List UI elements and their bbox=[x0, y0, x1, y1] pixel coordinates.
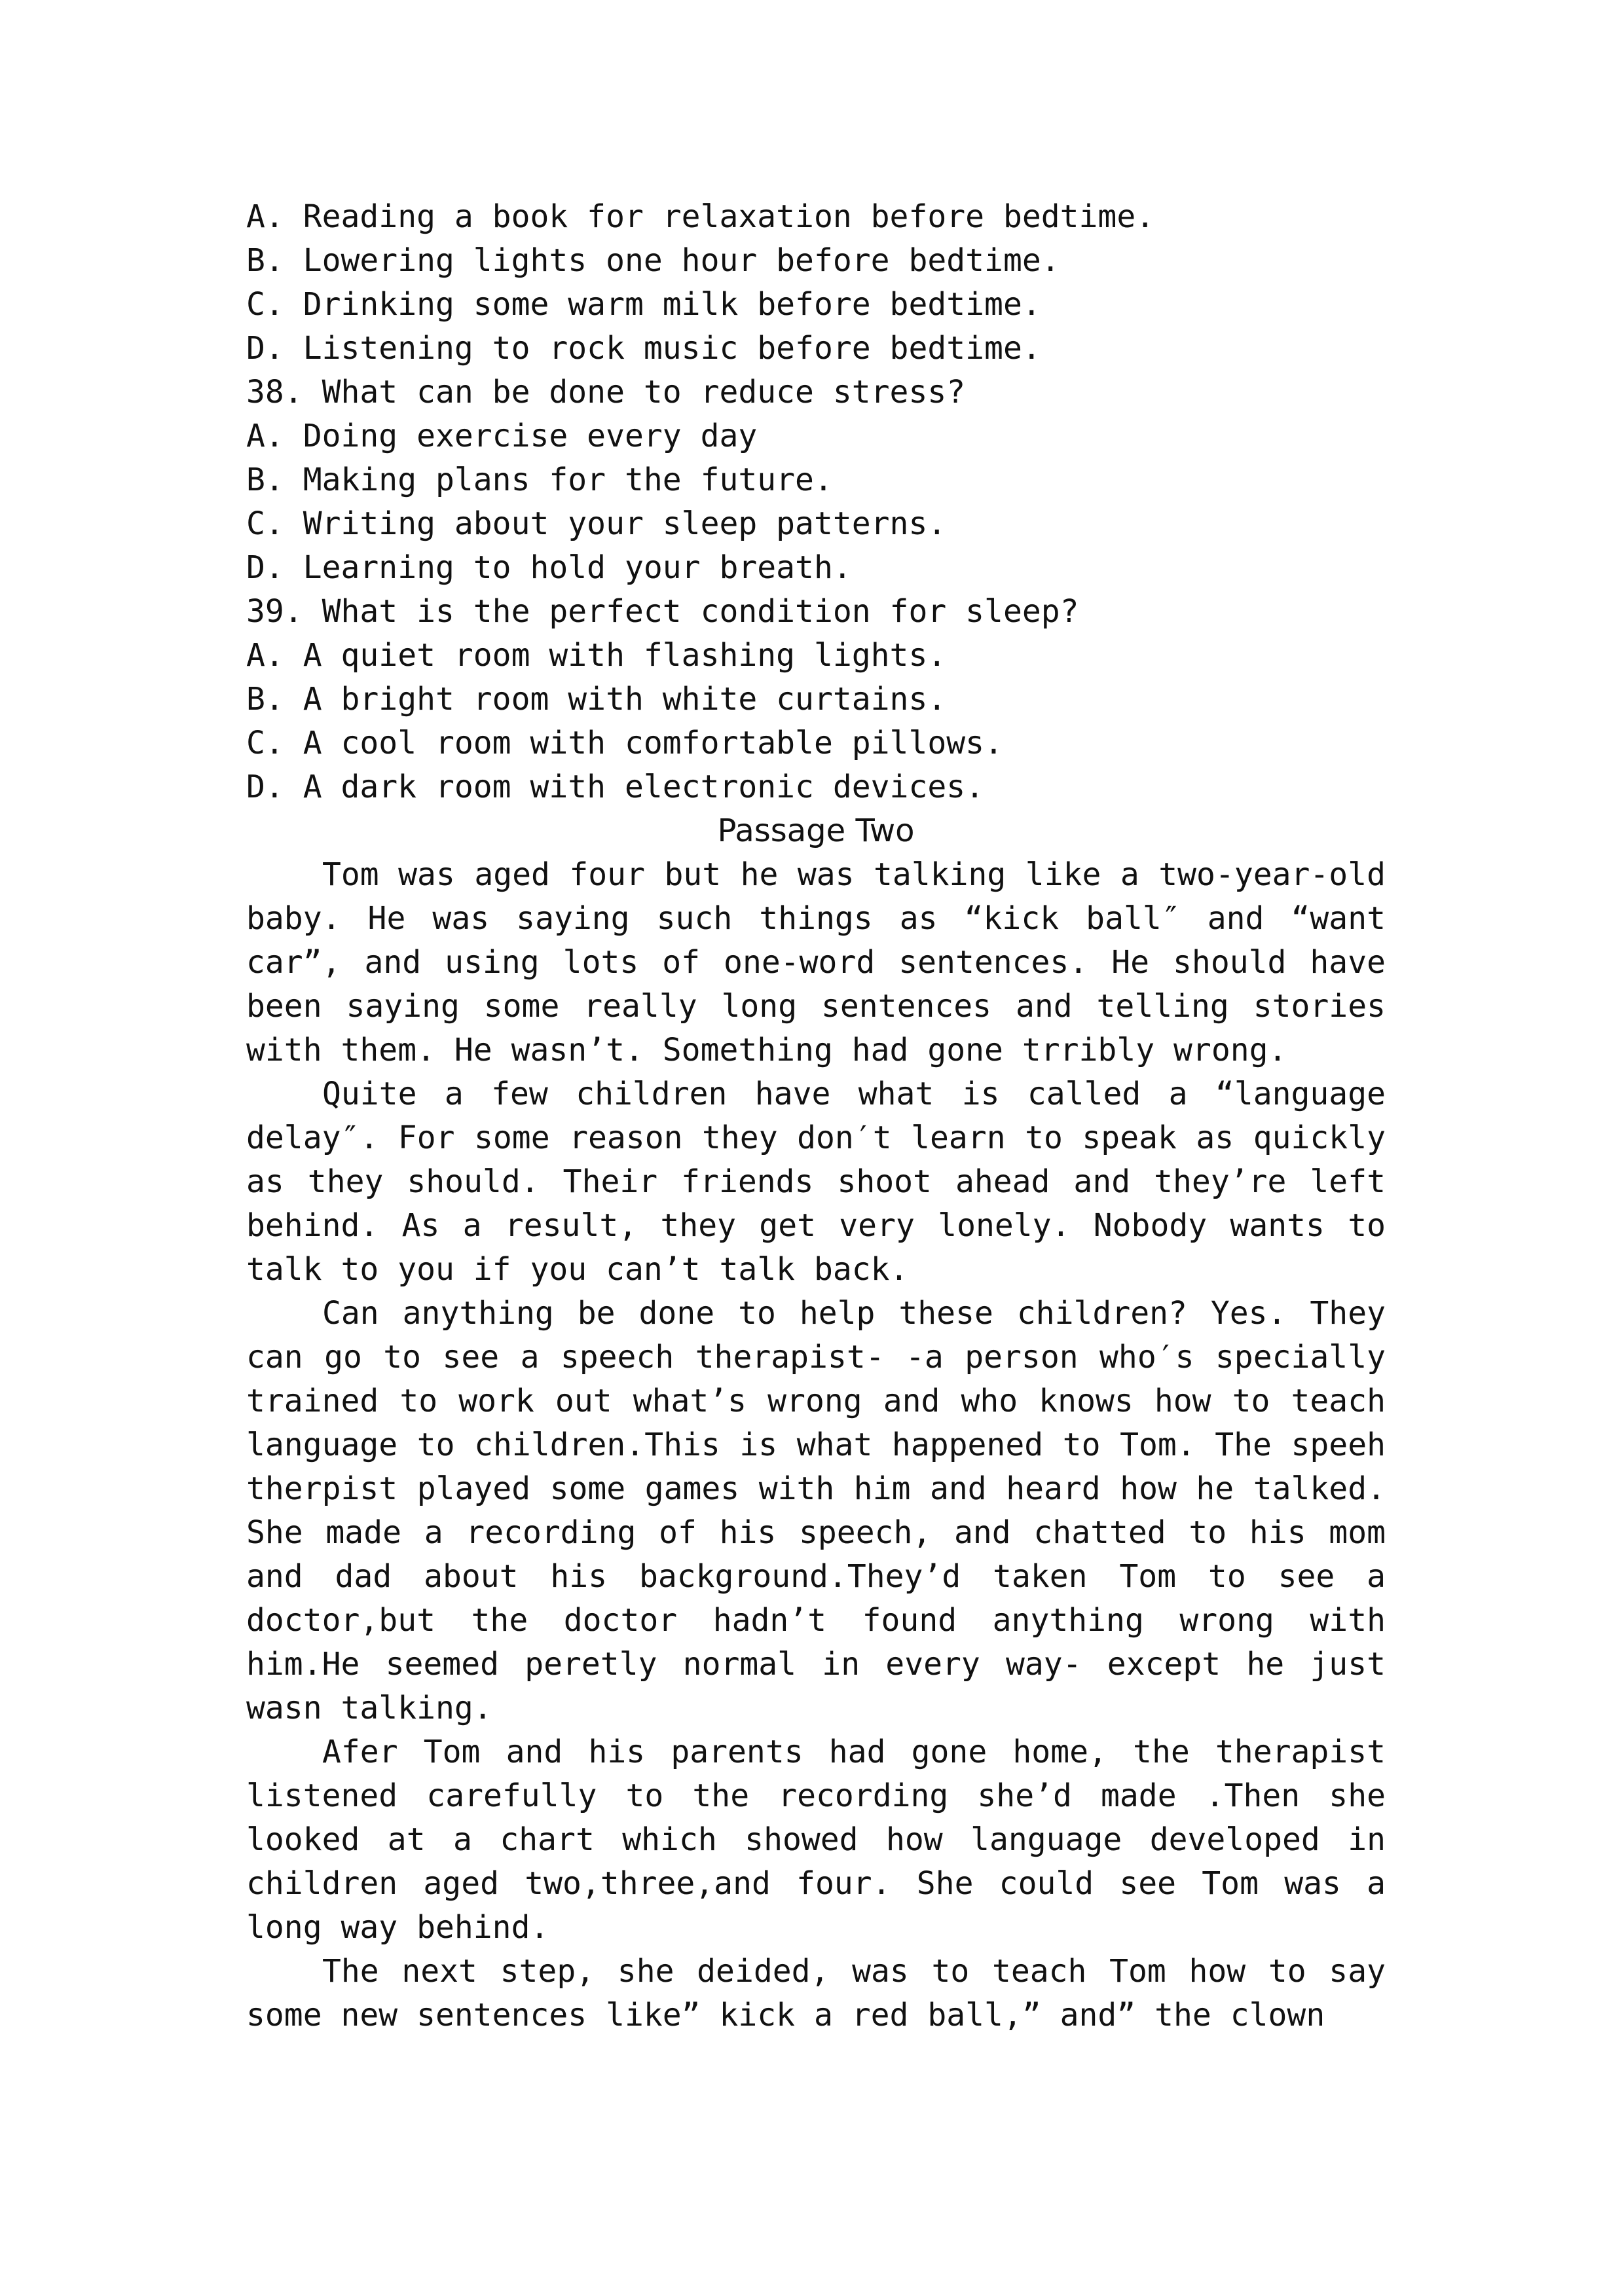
document-page bbox=[246, 195, 1386, 2037]
q37-option-d: D. Listening to rock music before bedtime. bbox=[246, 330, 1041, 367]
passage-paragraph-1: Tom was aged four but he was talking like a two-year-old baby. He was saying such things as “kick ball″ and “want car”, and using lots of one-word sentences. He should have been saying some really long sentences and telling stories with them. He wasn’t. Something had gone trribly wrong. bbox=[246, 856, 1386, 1068]
q39-option-b: B. A bright room with white curtains. bbox=[246, 681, 947, 718]
q37-option-c: C. Drinking some warm milk before bedtime. bbox=[246, 286, 1041, 323]
q39-option-c: C. A cool room with comfortable pillows. bbox=[246, 725, 1003, 761]
q38-option-a: A. Doing exercise every day bbox=[246, 418, 758, 454]
passage-paragraph-5: The next step, she deided, was to teach Tom how to say some new sentences like” kick a red ball,” and” the clown bbox=[246, 1953, 1386, 2033]
q39-option-a: A. A quiet room with flashing lights. bbox=[246, 637, 947, 674]
q37-option-a: A. Reading a book for relaxation before bedtime. bbox=[246, 198, 1155, 235]
q38-option-c: C. Writing about your sleep patterns. bbox=[246, 505, 947, 542]
q38-option-b: B. Making plans for the future. bbox=[246, 462, 833, 498]
passage-paragraph-4: Afer Tom and his parents had gone home, the therapist listened carefully to the recording she’d made .Then she looked at a chart which showed how language developed in children aged two,three,and four. She could see Tom was a long way behind. bbox=[246, 1734, 1386, 1946]
passage-paragraph-2: Quite a few children have what is called a “language delay″. For some reason they don′t learn to speak as quickly as they should. Their friends shoot ahead and they’re left behind. As a result, they get very lonely. Nobody wants to talk to you if you can’t talk back. bbox=[246, 1076, 1386, 1288]
q38-question: 38. What can be done to reduce stress? bbox=[246, 374, 966, 410]
passage-paragraph-3: Can anything be done to help these children? Yes. They can go to see a speech therapist- -a person who′s specially trained to work out what’s wrong and who knows how to teach language to children.This is what happened to Tom. The speeh therpist played some games with him and heard how he talked. She made a recording of his speech, and chatted to his mom and dad about his background.They’d taken Tom to see a doctor,but the doctor hadn’t found anything wrong with him.He seemed peretly normal in every way- except he just wasn talking. bbox=[246, 1295, 1386, 1726]
passage-title: Passage Two bbox=[717, 812, 915, 849]
q38-option-d: D. Learning to hold your breath. bbox=[246, 549, 852, 586]
q37-option-b: B. Lowering lights one hour before bedtime. bbox=[246, 242, 1060, 279]
q39-question: 39. What is the perfect condition for sleep? bbox=[246, 593, 1079, 630]
q39-option-d: D. A dark room with electronic devices. bbox=[246, 769, 985, 805]
